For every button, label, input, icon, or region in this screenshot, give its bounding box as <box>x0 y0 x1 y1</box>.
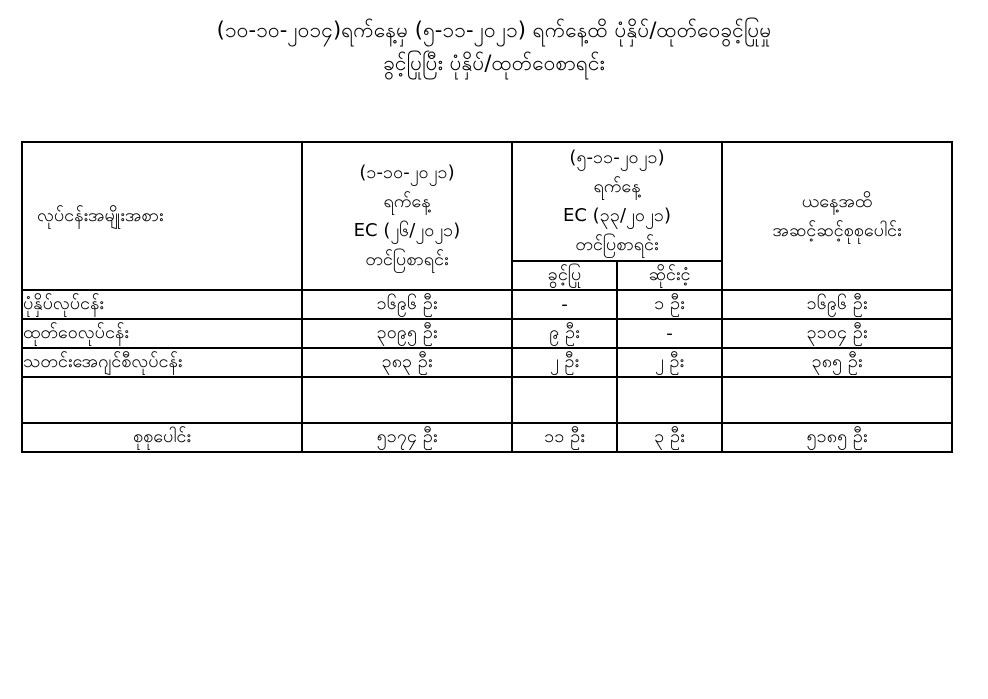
table-header-row-main <box>22 142 952 261</box>
data-table-wrapper <box>21 141 951 453</box>
total-col2: ၅၁၇၄ ဦး <box>302 423 512 452</box>
table-row <box>22 348 952 377</box>
header-grand-total-line-2: အဆင့်ဆင့်စုစုပေါင်း <box>772 219 902 241</box>
row-3-col3 <box>512 377 617 423</box>
document-title <box>0 0 988 79</box>
header-grand-total <box>722 142 952 290</box>
row-1-col5: ၃၁၀၄ ဦး <box>722 319 952 348</box>
header-ec26-line-3: EC (၂၆/၂၀၂၁) <box>353 219 461 241</box>
header-suspended: ဆိုင်းငံ့ <box>617 261 722 290</box>
total-col5: ၅၁၈၅ ဦး <box>722 423 952 452</box>
row-0-label: ပုံနှိပ်လုပ်ငန်း <box>22 290 302 319</box>
row-1-label: ထုတ်ဝေလုပ်ငန်း <box>22 319 302 348</box>
table-row-empty <box>22 377 952 423</box>
header-approved: ခွင့်ပြု <box>512 261 617 290</box>
row-0-col2: ၁၆၉၆ ဦး <box>302 290 512 319</box>
total-col4: ၃ ဦး <box>617 423 722 452</box>
title-line-2: ခွင့်ပြုပြီး ပုံနှိပ်/ထုတ်ဝေစာရင်း <box>383 50 605 75</box>
row-3-label <box>22 377 302 423</box>
table-row <box>22 290 952 319</box>
row-2-col3: ၂ ဦး <box>512 348 617 377</box>
row-3-col2 <box>302 377 512 423</box>
table-total-row <box>22 423 952 452</box>
header-ec26-line-4: တင်ပြစာရင်း <box>365 248 449 270</box>
row-1-col3: ၉ ဦး <box>512 319 617 348</box>
header-grand-total-line-1: ယနေ့အထိ <box>801 190 873 212</box>
row-3-col5 <box>722 377 952 423</box>
total-col3: ၁၁ ဦး <box>512 423 617 452</box>
row-2-label: သတင်းအေဂျင်စီလုပ်ငန်း <box>22 348 302 377</box>
data-table <box>21 141 953 453</box>
header-ec33-line-4: တင်ပြစာရင်း <box>575 234 659 256</box>
title-line-1: (၁၀-၁၀-၂၀၁၄)ရက်နေ့မှ (၅-၁၁-၂၀၂၁) ရက်နေ့ထိ ပုံနှိပ်/ထုတ်ဝေခွင့်ပြုမှု <box>216 18 772 42</box>
row-2-col5: ၃၈၅ ဦး <box>722 348 952 377</box>
total-label: စုစုပေါင်း <box>22 423 302 452</box>
row-0-col4: ၁ ဦး <box>617 290 722 319</box>
header-ec26-line-1: (၁-၁၀-၂၀၂၁) <box>359 161 455 183</box>
row-2-col2: ၃၈၃ ဦး <box>302 348 512 377</box>
header-ec33-submission <box>512 142 722 261</box>
row-0-col5: ၁၆၉၆ ဦး <box>722 290 952 319</box>
header-ec33-line-1: (၅-၁၁-၂၀၂၁) <box>569 147 665 168</box>
row-1-col4: - <box>617 319 722 348</box>
header-ec33-line-2: ရက်နေ့ <box>593 176 641 198</box>
row-3-col4 <box>617 377 722 423</box>
header-ec33-line-3: EC (၃၃/၂၀၂၁) <box>563 205 671 227</box>
row-2-col4: ၂ ဦး <box>617 348 722 377</box>
row-1-col2: ၃၀၉၅ ဦး <box>302 319 512 348</box>
header-work-type: လုပ်ငန်းအမျိုးအစား <box>22 142 302 290</box>
table-row <box>22 319 952 348</box>
header-ec26-submission <box>302 142 512 290</box>
row-0-col3: - <box>512 290 617 319</box>
header-ec26-line-2: ရက်နေ့ <box>383 190 431 212</box>
